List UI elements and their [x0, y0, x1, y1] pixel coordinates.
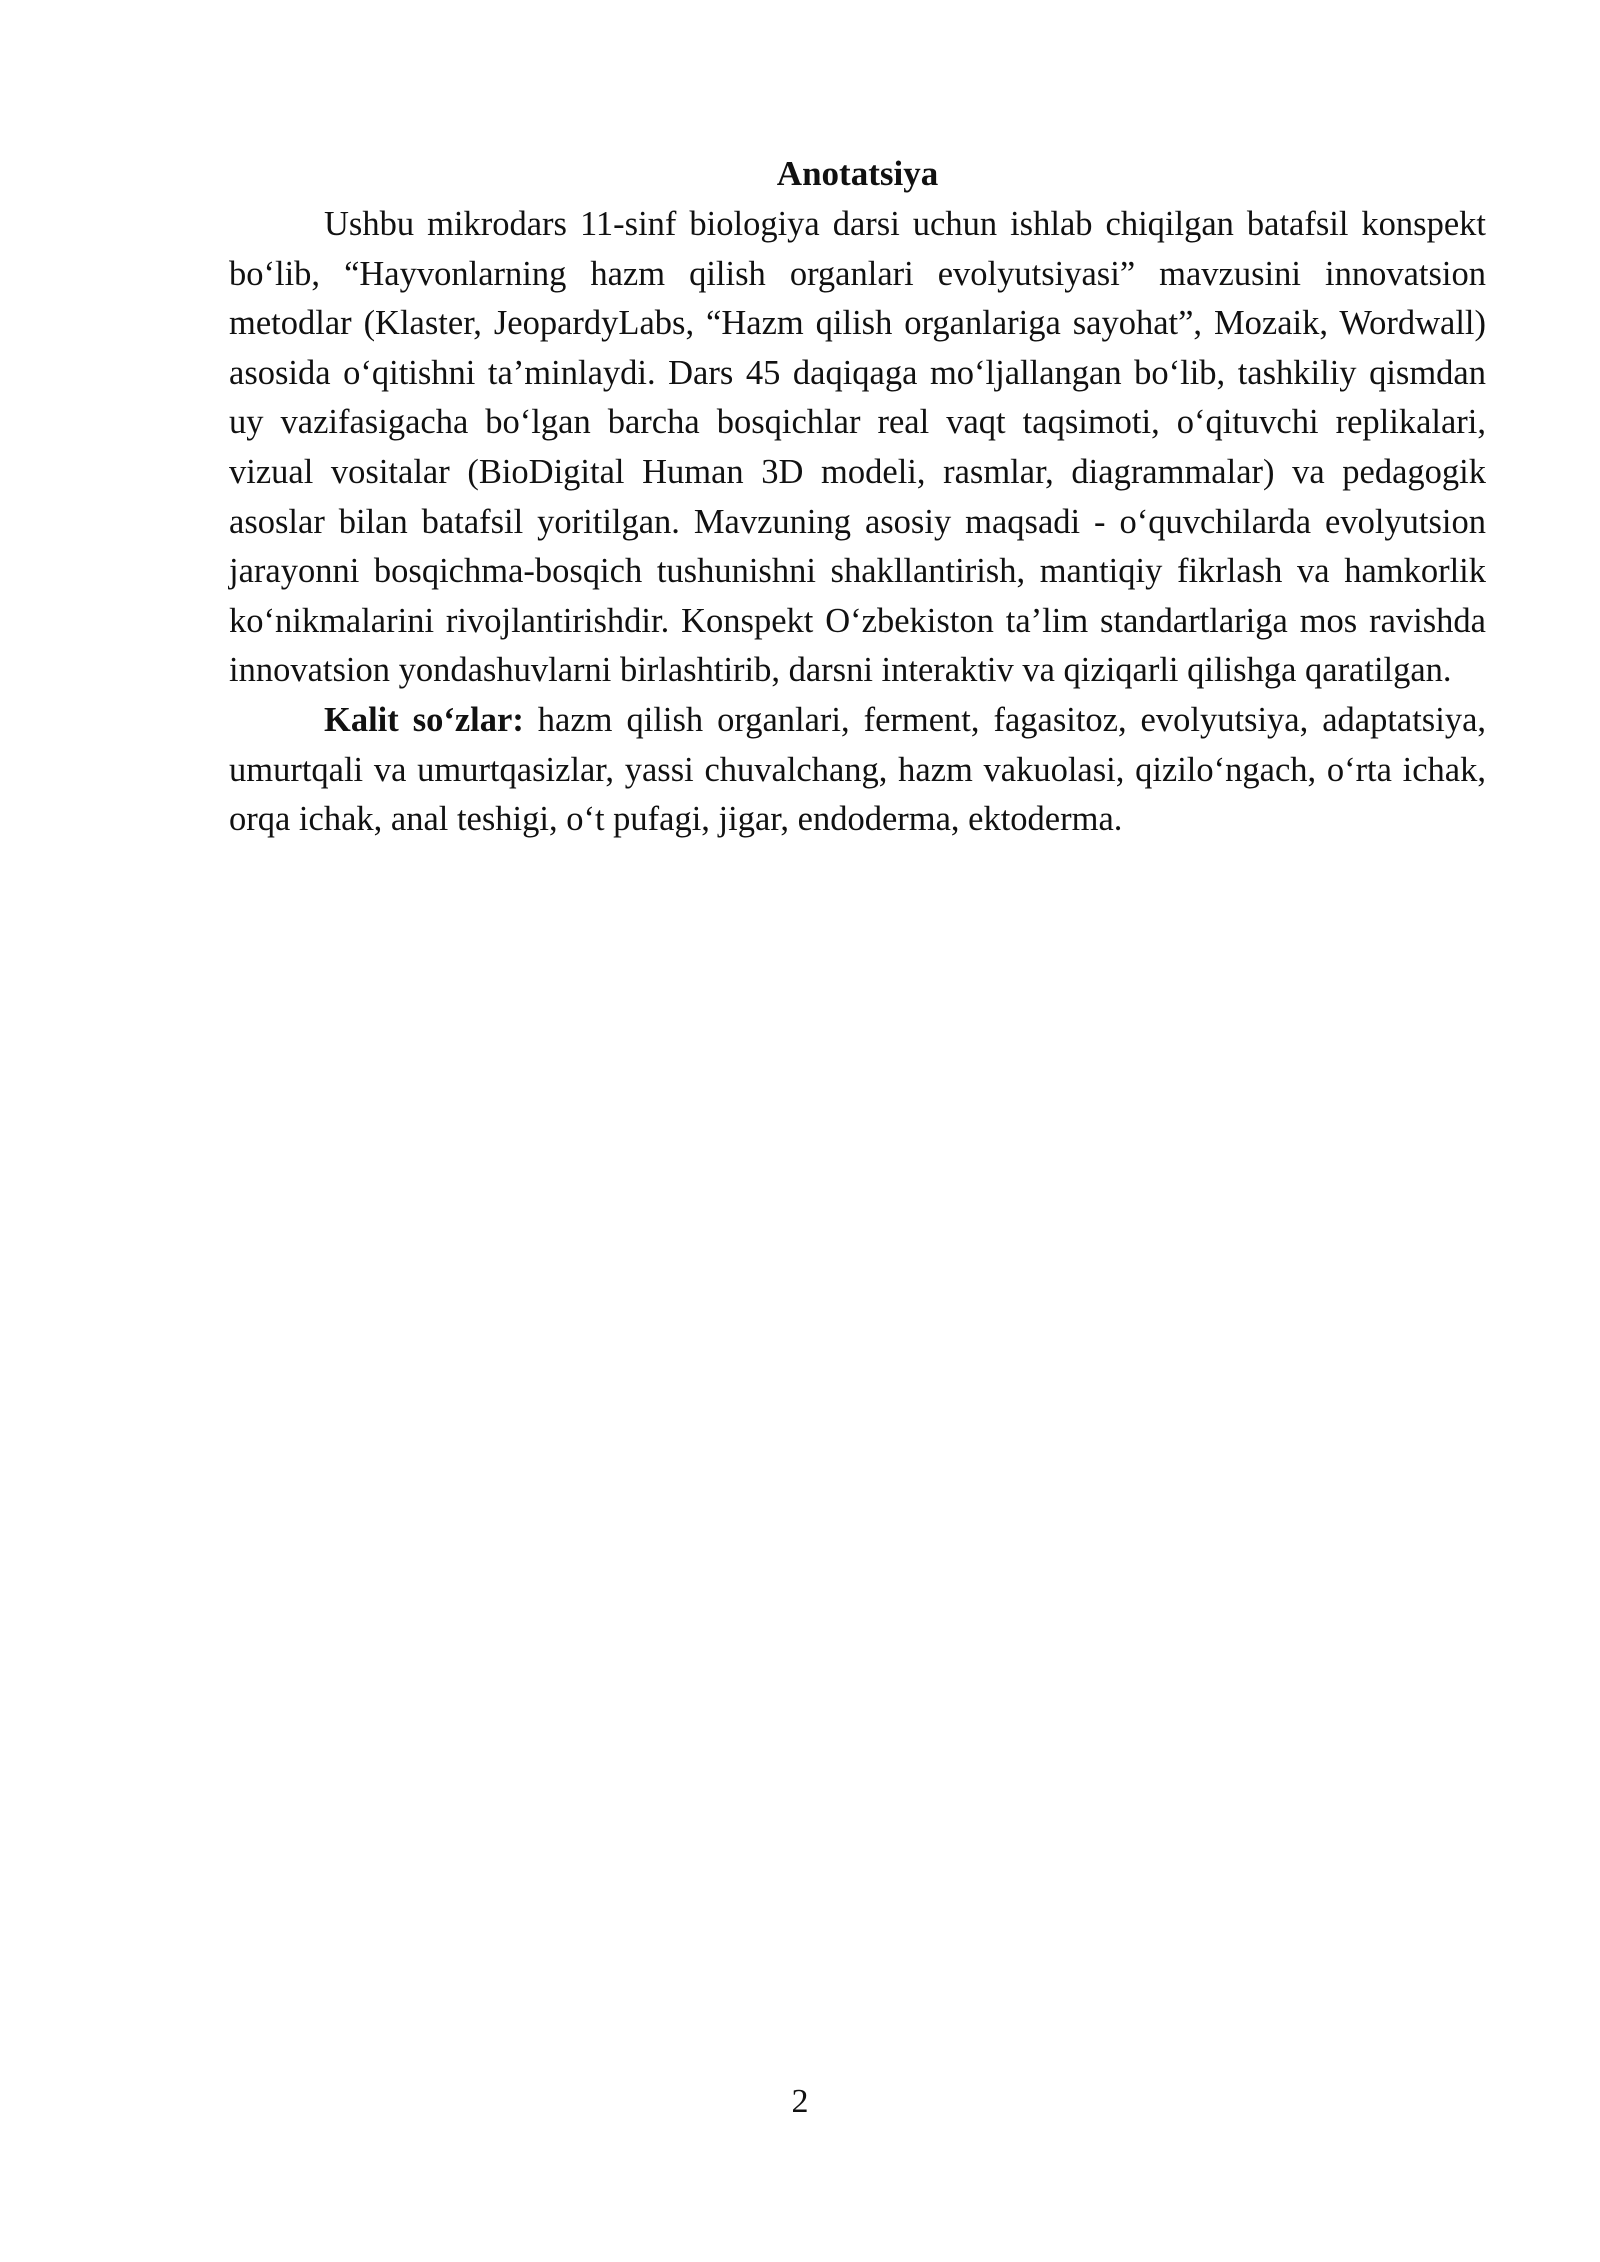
abstract-paragraph: Ushbu mikrodars 11-sinf biologiya darsi uchun ishlab chiqilgan batafsil konspekt bo‘lib, “Hayvonlarning hazm qilish organlari evolyutsiyasi” mavzusini innovatsion metodlar (Klaster, JeopardyLabs, “Hazm qilish organlariga sayohat”, Mozaik, Wordwall) asosida o‘qitishni ta’minlaydi. Dars 45 daqiqaga mo‘ljallangan bo‘lib, tashkiliy qismdan uy vazifasigacha bo‘lgan barcha bosqichlar real vaqt taqsimoti, o‘qituvchi replikalari, vizual vositalar (BioDigital Human 3D modeli, rasmlar, diagrammalar) va pedagogik asoslar bilan batafsil yoritilgan. Mavzuning asosiy maqsadi - o‘quvchilarda evolyutsion jarayonni bosqichma-bosqich tushunishni shakllantirish, mantiqiy fikrlash va hamkorlik ko‘nikmalarini rivojlantirishdir. Konspekt O‘zbekiston ta’lim standartlariga mos ravishda innovatsion yondashuvlarni birlashtirib, darsni interaktiv va qiziqarli qilishga qaratilgan. [229, 205, 1486, 690]
page-content [229, 150, 1486, 845]
keywords-list: hazm qilish organlari, ferment, fagasitoz, evolyutsiya, adaptatsiya, umurtqali va umurtqasizlar, yassi chuvalchang, hazm vakuolasi, qizilo‘ngach, o‘rta ichak, orqa ichak, anal teshigi, o‘t pufagi, jigar, endoderma, ektoderma. [229, 700, 1487, 839]
keywords-label: Kalit so‘zlar: [324, 700, 524, 739]
keywords-paragraph [229, 696, 1486, 845]
page-number: 2 [791, 2083, 809, 2120]
page-title: Anotatsiya [776, 154, 939, 193]
